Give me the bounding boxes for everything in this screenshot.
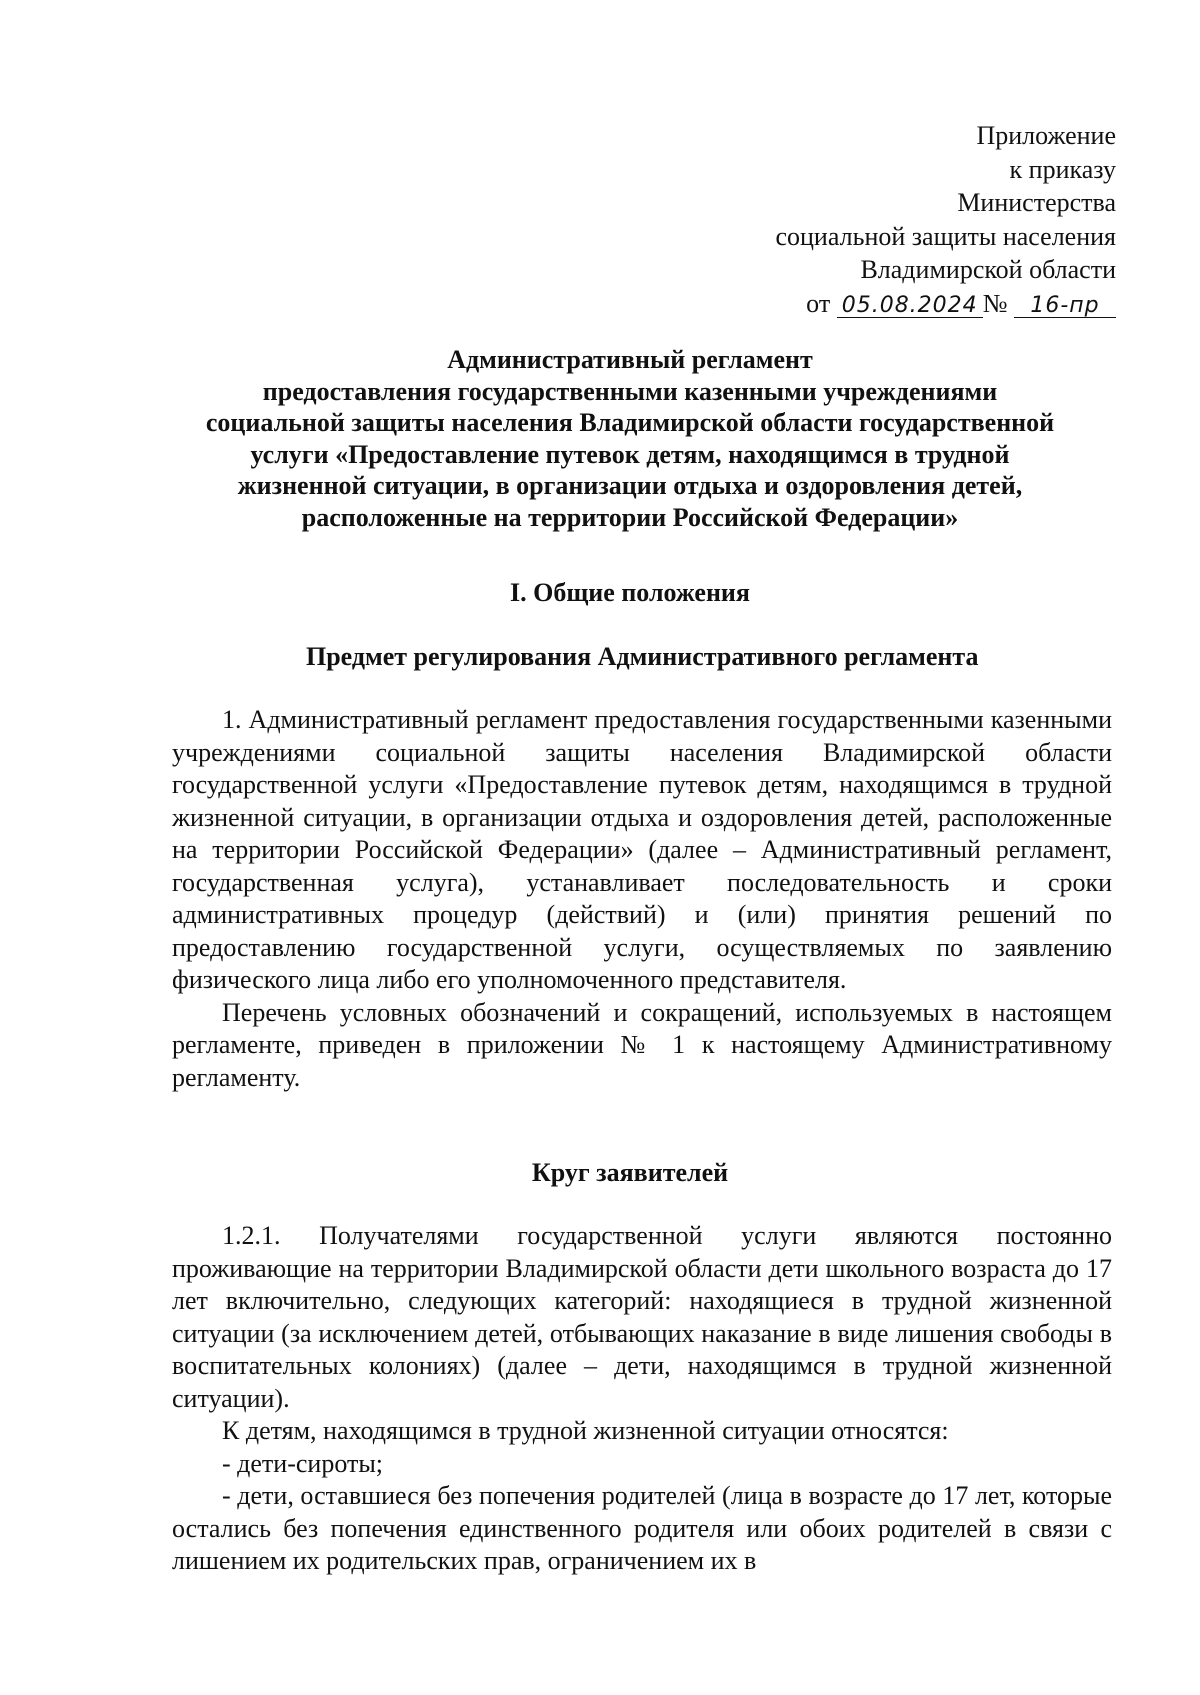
document-title (150, 344, 1110, 533)
title-line: услуги «Предоставление путевок детям, находящимся в трудной (250, 439, 1010, 469)
section2-body (172, 1220, 1112, 1578)
section-subheading-subject: Предмет регулирования Административного регламента (306, 642, 979, 671)
paragraph: 1. Административный регламент предоставления государственными казенными учреждениями социальной защиты населения Владимирской области государственной услуги «Предоставление путевок детям, находящимся в трудной жизненной ситуации, в организации отдыха и оздоровления детей, расположенные на территории Российской Федерации» (далее – Административный регламент, государственная услуга), устанавливает последовательность и сроки административных процедур (действий) и (или) принятия решений по предоставлению государственной услуги, осуществляемых по заявлению физического лица либо его уполномоченного представителя. (172, 705, 1112, 994)
appendix-line: к приказу (1009, 154, 1116, 184)
title-line: социальной защиты населения Владимирской области государственной (205, 408, 1055, 437)
title-line: Административный регламент (447, 345, 813, 374)
title-line: предоставления государственными казенными учреждениями (262, 376, 998, 406)
handwritten-date: 05.08.2024 (837, 295, 983, 318)
appendix-line: социальной защиты населения (775, 221, 1116, 251)
title-line: расположенные на территории Российской Федерации» (301, 502, 959, 532)
paragraph: 1.2.1. Получателями государственной услуги являются постоянно проживающие на территории Владимирской области дети школьного возраста до 17 лет включительно, следующих категорий: находящиеся в трудной жизненной ситуации (за исключением детей, отбывающих наказание в виде лишения свободы в воспитательных колониях) (далее – дети, находящимся в трудной жизненной ситуации). (172, 1221, 1112, 1413)
appendix-line: Владимирской области (860, 255, 1116, 284)
paragraph: К детям, находящимся в трудной жизненной ситуации относятся: (222, 1416, 949, 1445)
title-line: жизненной ситуации, в организации отдыха и оздоровления детей, (237, 471, 1023, 500)
appendix-block (775, 119, 1116, 320)
list-item: - дети-сироты; (222, 1448, 384, 1478)
appendix-line: Приложение (976, 121, 1116, 150)
section-heading-general: I. Общие положения (510, 578, 750, 607)
section1-body (172, 704, 1112, 1094)
paragraph: Перечень условных обозначений и сокращений, используемых в настоящем регламенте, приведен в приложении № 1 к настоящему Административному регламенту. (172, 997, 1112, 1092)
section-heading-applicants: Круг заявителей (531, 1158, 729, 1187)
order-date-number-line (775, 287, 1116, 321)
list-item: - дети, оставшиеся без попечения родителей (лица в возрасте до 17 лет, которые остались без попечения единственного родителя или обоих родителей в связи с лишением их родительских прав, ограничением их в (172, 1481, 1112, 1575)
date-prefix: от (806, 288, 831, 318)
number-sign: № (982, 288, 1008, 318)
appendix-line: Министерства (957, 188, 1116, 217)
handwritten-number: 16-пр (1014, 295, 1116, 318)
